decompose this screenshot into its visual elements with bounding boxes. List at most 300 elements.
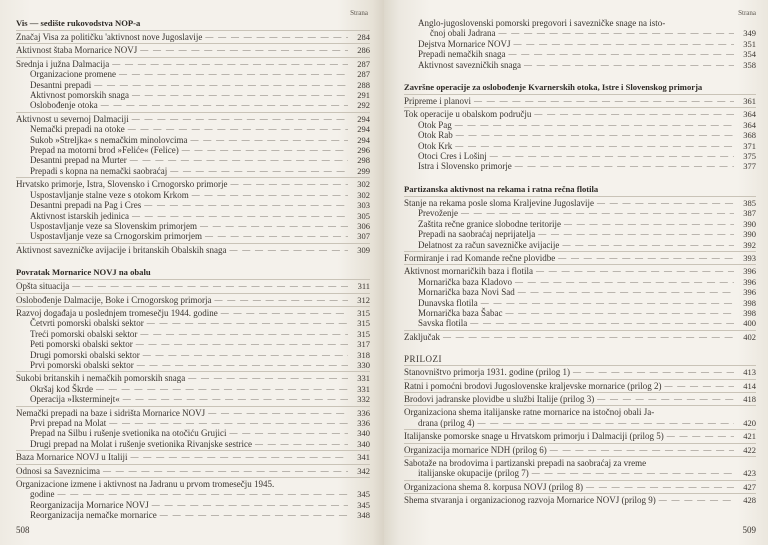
- entry-title: Sukobi britanskih i nemačkih pomorskih snaga: [16, 373, 186, 384]
- entry-title: Nemački prepadi na baze i sidrišta Mornarice NOVJ: [16, 407, 206, 418]
- dot-leader: [594, 198, 734, 208]
- divider-rule: [404, 251, 756, 252]
- toc-entry: [16, 179, 370, 189]
- entry-page-number: 341: [357, 452, 370, 463]
- toc-entry: [404, 287, 756, 297]
- entry-page-number: 294: [357, 134, 370, 145]
- dot-leader: [106, 418, 348, 428]
- dot-leader: [129, 114, 348, 124]
- entry-page-number: 390: [743, 218, 756, 229]
- dot-leader: [452, 141, 734, 151]
- toc-entry: [16, 281, 370, 291]
- entry-title-line2: italijanske okupacije (prilog 7): [418, 468, 529, 479]
- dot-leader: [452, 120, 734, 130]
- entry-title: Organizacione izmene i aktivnost na Jadranu u prvom tromesečju 1945.: [16, 479, 275, 490]
- toc-entry: [404, 39, 756, 49]
- entry-page-number: 315: [357, 318, 370, 329]
- entry-title: Prepad na motorni brod »Feliće« (Felice): [30, 145, 179, 156]
- dot-leader: [125, 124, 348, 134]
- entry-title-line2: čnoj obali Jadrana: [430, 28, 496, 39]
- entry-title: Aktivnost pomorskih snaga: [30, 90, 129, 101]
- entry-page-number: 284: [357, 32, 370, 42]
- entry-page-number: 377: [743, 161, 756, 172]
- toc-entry: [404, 445, 756, 455]
- dot-leader: [129, 211, 348, 221]
- dot-leader: [533, 266, 734, 276]
- toc-entry: [16, 466, 370, 476]
- entry-title: Istra i Slovensko primorje: [418, 161, 512, 172]
- dot-leader: [583, 482, 734, 492]
- dot-leader: [120, 394, 348, 404]
- toc-entry: [16, 360, 370, 370]
- dot-leader: [137, 45, 348, 55]
- entry-page-number: 340: [357, 438, 370, 449]
- toc-entry: [404, 208, 756, 218]
- entry-title: Reorganizacija Mornarice NOVJ: [30, 499, 149, 510]
- toc-entry: [16, 211, 370, 221]
- entry-page-number: 427: [743, 481, 756, 492]
- dot-leader: [656, 495, 734, 505]
- entry-page-number: 299: [357, 165, 370, 176]
- toc-entry: [404, 120, 756, 130]
- entry-title: Mornarička baza Šabac: [418, 307, 503, 318]
- entry-page-number: 358: [743, 59, 756, 70]
- toc-entry: [404, 161, 756, 171]
- toc-entry: [16, 439, 370, 449]
- divider-rule: [16, 279, 370, 280]
- entry-title: Tok operacije u obalskom području: [404, 109, 532, 120]
- entry-title: Mornarička baza Kladovo: [418, 276, 512, 287]
- toc-entry: [404, 18, 756, 39]
- entry-title: Reorganizacija nemačke mornarice: [30, 510, 157, 521]
- entry-page-number: 287: [357, 58, 370, 69]
- dot-leader: [134, 360, 348, 370]
- divider-rule: [404, 480, 756, 481]
- entry-page-number: 312: [357, 294, 370, 305]
- entry-page-number: 420: [743, 417, 756, 428]
- toc-entry: [16, 190, 370, 200]
- entry-title: Stanje na rekama posle sloma Kraljevine Jugoslavije: [404, 197, 594, 208]
- entry-title: Otoci Cres i Lošinj: [418, 151, 487, 162]
- toc-entry: [404, 381, 756, 391]
- dot-leader: [69, 281, 348, 291]
- toc-entry: [16, 245, 370, 255]
- toc-entry: [16, 166, 370, 176]
- entry-page-number: 400: [743, 318, 756, 329]
- toc-entry: [404, 60, 756, 70]
- entry-page-number: 287: [357, 69, 370, 80]
- column-header-strana: Strana: [350, 9, 368, 17]
- entry-page-number: 396: [743, 266, 756, 277]
- dot-leader: [535, 229, 734, 239]
- entry-title: Otok Pag: [418, 119, 452, 130]
- entry-title: Oslobođenje otoka: [30, 100, 98, 111]
- divider-rule: [404, 196, 756, 197]
- toc-entry: [16, 318, 370, 328]
- entry-page-number: 375: [743, 151, 756, 162]
- entry-title: Sukob »Streljka« s nemačkim minolovcima: [30, 134, 188, 145]
- dot-leader: [440, 332, 734, 342]
- entry-page-number: 340: [357, 428, 370, 439]
- section-spacer: [404, 172, 756, 184]
- toc-entry: [16, 59, 370, 69]
- entry-page-number: 332: [357, 394, 370, 405]
- divider-rule: [16, 293, 370, 294]
- toc-entry: [16, 428, 370, 438]
- toc-entry: [404, 219, 756, 229]
- entry-title: Dejstva Mornarice NOVJ: [418, 38, 511, 49]
- entry-title: Aktivnost u severnoj Dalmaciji: [16, 113, 129, 124]
- divider-rule: [16, 306, 370, 307]
- toc-entry: [16, 45, 370, 55]
- entry-title: Prvi pomorski obalski sektor: [30, 359, 134, 370]
- divider-rule: [16, 112, 370, 113]
- divider-rule: [404, 443, 756, 444]
- entry-title: Baza Mornarice NOVJ u Italiji: [16, 452, 128, 463]
- dot-leader: [502, 308, 734, 318]
- entry-title: Srednja i južna Dalmacija: [16, 58, 110, 69]
- toc-entry: [404, 151, 756, 161]
- dot-leader: [93, 384, 348, 394]
- toc-entry: [16, 418, 370, 428]
- toc-entry: [404, 495, 756, 505]
- entry-title: Ratni i pomoćni brodovi Jugoslovenske kraljevske mornarice (prilog 2): [404, 380, 662, 391]
- entry-title: Opšta situacija: [16, 281, 70, 292]
- divider-rule: [16, 371, 370, 372]
- entry-page-number: 331: [357, 383, 370, 394]
- dot-leader: [512, 161, 734, 171]
- toc-entry: [16, 350, 370, 360]
- dot-leader: [559, 240, 734, 250]
- entry-title: Stanovništvo primorja 1931. godine (prilog 1): [404, 367, 570, 378]
- section-spacer: [404, 342, 756, 354]
- toc-entry: [404, 198, 756, 208]
- entry-title: Otok Krk: [418, 140, 453, 151]
- entry-page-number: 398: [743, 307, 756, 318]
- dot-leader: [197, 221, 348, 231]
- entry-title: Aktivnost štaba Mornarice NOVJ: [16, 45, 138, 56]
- entry-page-number: 393: [743, 252, 756, 263]
- entry-title: Drugi prepad na Molat i rušenje svetionika Rivanjske sestrice: [30, 438, 252, 449]
- dot-leader: [510, 39, 734, 49]
- toc-entry: [16, 90, 370, 100]
- dot-leader: [487, 151, 734, 161]
- entry-title: Zaključak: [404, 331, 440, 342]
- toc-entry: [404, 96, 756, 106]
- entry-page-number: 309: [357, 244, 370, 255]
- entry-page-number: 422: [743, 444, 756, 455]
- section-heading: Završne operacije za oslobođenje Kvarnerskih otoka, Istre i Slovenskog primorja: [404, 82, 703, 93]
- toc-entry: [16, 479, 370, 500]
- dot-leader: [98, 100, 348, 110]
- divider-rule: [404, 493, 756, 494]
- entry-title: Treći pomorski obalski sektor: [30, 328, 138, 339]
- entry-title: Operacija »Iksterminejt«: [30, 394, 120, 405]
- entry-page-number: 371: [743, 140, 756, 151]
- column-header-strana: Strana: [738, 9, 756, 17]
- divider-rule: [404, 405, 756, 406]
- toc-entry: [404, 130, 756, 140]
- entry-title: Brodovi jadranske plovidbe u službi Italije (prilog 3): [404, 393, 595, 404]
- toc-entry: [404, 253, 756, 263]
- toc-entry: [16, 373, 370, 383]
- entry-title: Četvrti pomorski obalski sektor: [30, 318, 144, 329]
- toc-entry: [16, 295, 370, 305]
- entry-page-number: 361: [743, 96, 756, 107]
- divider-rule: [404, 379, 756, 380]
- entry-title: Razvoj događaja u poslednjem tromesečju 1944. godine: [16, 307, 218, 318]
- entry-page-number: 331: [357, 373, 370, 384]
- dot-leader: [141, 200, 348, 210]
- dot-leader: [226, 245, 348, 255]
- entry-title: Italijanske pomorske snage u Hrvatskom primorju i Dalmaciji (prilog 5): [404, 431, 664, 442]
- dot-leader: [453, 130, 734, 140]
- dot-leader: [458, 208, 734, 218]
- toc-entry: [404, 229, 756, 239]
- toc-entry: [16, 510, 370, 520]
- entry-page-number: 428: [743, 495, 756, 506]
- toc-entry: [16, 200, 370, 210]
- toc-entry: [404, 277, 756, 287]
- divider-rule: [404, 264, 756, 265]
- dot-leader: [167, 166, 348, 176]
- toc-entry: [16, 124, 370, 134]
- entry-page-number: 306: [357, 220, 370, 231]
- entry-title: Desantni prepadi na Pag i Cres: [30, 200, 142, 211]
- section-heading: Povratak Mornarice NOVJ na obalu: [16, 267, 151, 278]
- toc-entry: [16, 231, 370, 241]
- entry-page-number: 315: [357, 307, 370, 318]
- dot-leader: [252, 439, 348, 449]
- toc-entry: [16, 80, 370, 90]
- entry-title: Prepadi na saobraćaj neprijatelja: [418, 229, 536, 240]
- dot-leader: [189, 190, 348, 200]
- entry-title: Uspostavljanje veze sa Slovenskim primorjem: [30, 220, 197, 231]
- divider-rule: [404, 392, 756, 393]
- entry-title: Značaj Visa za političku 'aktivnost nove Jugoslavije: [16, 32, 203, 42]
- dot-leader: [144, 318, 348, 328]
- dot-leader: [515, 287, 734, 297]
- dot-leader: [211, 295, 348, 305]
- entry-title: Peti pomorski obalski sektor: [30, 339, 133, 350]
- toc-entry: [16, 329, 370, 339]
- toc-entry: [404, 458, 756, 479]
- entry-title: Desantni prepad na Murter: [30, 155, 127, 166]
- dot-leader: [467, 318, 734, 328]
- entry-title: Zaštita rečne granice slobodne teritorije: [418, 218, 561, 229]
- divider-rule: [16, 43, 370, 44]
- entry-page-number: 385: [743, 197, 756, 208]
- entry-title: Aktivnost istarskih jedinica: [30, 210, 129, 221]
- entry-title-continued: [418, 28, 756, 38]
- entry-title: Odnosi sa Saveznicima: [16, 465, 100, 476]
- dot-leader: [109, 59, 348, 69]
- toc-entry: [16, 145, 370, 155]
- entry-title: Sabotaže na brodovima i partizanski prepadi na saobraćaj za vreme: [404, 458, 647, 468]
- dot-leader: [205, 408, 348, 418]
- toc-entry: [404, 141, 756, 151]
- entry-page-number: 311: [357, 281, 370, 292]
- entry-page-number: 423: [743, 468, 756, 479]
- dot-leader: [478, 298, 734, 308]
- dot-leader: [202, 231, 348, 241]
- toc-entry: [404, 367, 756, 377]
- entry-page-number: 294: [357, 113, 370, 124]
- dot-leader: [127, 452, 348, 462]
- entry-page-number: 305: [357, 210, 370, 221]
- entry-page-number: 315: [357, 328, 370, 339]
- dot-leader: [129, 90, 348, 100]
- toc-entry: [404, 482, 756, 492]
- entry-page-number: 390: [743, 229, 756, 240]
- section-spacer: [404, 70, 756, 82]
- divider-rule: [16, 464, 370, 465]
- dot-leader: [227, 179, 348, 189]
- toc-entry: [404, 308, 756, 318]
- toc-entry: [16, 114, 370, 124]
- entry-page-number: 291: [357, 90, 370, 101]
- entry-title: Desantni prepadi: [30, 79, 92, 90]
- toc-entry: [16, 394, 370, 404]
- divider-rule: [16, 30, 370, 31]
- dot-leader: [555, 253, 734, 263]
- divider-rule: [16, 57, 370, 58]
- entry-page-number: 364: [743, 119, 756, 130]
- entry-title-line2: godine: [30, 489, 55, 500]
- entry-title: Mornarička baza Novi Sad: [418, 287, 515, 298]
- page-number: 508: [16, 525, 30, 535]
- entry-title: Delatnost za račun savezničke avijacije: [418, 239, 560, 250]
- dot-leader: [137, 329, 348, 339]
- entry-page-number: 294: [357, 124, 370, 135]
- entry-title: Shema stvaranja i organizacionog razvoja Mornarice NOVJ (prilog 9): [404, 495, 656, 506]
- entry-title-continued: [404, 468, 756, 478]
- toc-entry: [404, 109, 756, 119]
- divider-rule: [16, 477, 370, 478]
- entry-page-number: 292: [357, 100, 370, 111]
- entry-page-number: 351: [743, 38, 756, 49]
- entry-page-number: 302: [357, 189, 370, 200]
- entry-title: Otok Rab: [418, 130, 453, 141]
- divider-rule: [16, 406, 370, 407]
- toc-entry: [404, 332, 756, 342]
- toc-entry: [16, 384, 370, 394]
- section-spacer: [16, 255, 370, 267]
- entry-title: Aktivnost mornaričkih baza i flotila: [404, 266, 533, 277]
- entry-title: Dunavska flotila: [418, 297, 478, 308]
- toc-entry: [16, 408, 370, 418]
- entry-title: Organizaciona shema 8. korpusa NOVJ (prilog 8): [404, 481, 584, 492]
- dot-leader: [116, 69, 348, 79]
- entry-page-number: 418: [743, 393, 756, 404]
- entry-title: Aktivnost savezničke avijacije i britanskih Obalskih snaga: [16, 244, 227, 255]
- entry-page-number: 364: [743, 109, 756, 120]
- entry-page-number: 414: [743, 380, 756, 391]
- dot-leader: [529, 468, 734, 478]
- entry-page-number: 330: [357, 359, 370, 370]
- entry-title: Prepad na Silbu i rušenje svetionika na otočiću Grujici: [30, 428, 227, 439]
- page-number: 509: [742, 525, 756, 535]
- entry-page-number: 396: [743, 287, 756, 298]
- entry-title: Uspostavljanje stalne veze s otokom Krkom: [30, 189, 189, 200]
- entry-page-number: 396: [743, 276, 756, 287]
- toc-entry: [16, 32, 370, 42]
- entry-page-number: 303: [357, 200, 370, 211]
- entry-page-number: 421: [743, 431, 756, 442]
- toc-entry: [16, 452, 370, 462]
- divider-rule: [404, 456, 756, 457]
- dot-leader: [127, 155, 348, 165]
- entry-page-number: 413: [743, 367, 756, 378]
- dot-leader: [218, 308, 348, 318]
- toc-entry: [404, 266, 756, 276]
- entry-page-number: 345: [357, 499, 370, 510]
- dot-leader: [474, 418, 734, 428]
- entry-title-continued: [16, 489, 370, 499]
- entry-page-number: 387: [743, 208, 756, 219]
- entry-title: Pripreme i planovi: [404, 96, 471, 107]
- dot-leader: [570, 367, 734, 377]
- dot-leader: [91, 80, 348, 90]
- entry-title: Anglo-jugoslovenski pomorski pregovori i savezničke snage na isto-: [418, 18, 666, 28]
- appendix-heading: PRILOZI: [404, 354, 442, 365]
- entry-page-number: 345: [357, 489, 370, 500]
- dot-leader: [140, 350, 348, 360]
- dot-leader: [202, 32, 348, 42]
- entry-page-number: 392: [743, 239, 756, 250]
- divider-rule: [404, 330, 756, 331]
- toc-entry: [404, 394, 756, 404]
- divider-rule: [404, 429, 756, 430]
- entry-title: Organizacija mornarice NDH (prilog 6): [404, 444, 547, 455]
- entry-title: Okršaj kod Škrde: [30, 383, 93, 394]
- entry-title: Hrvatsko primorje, Istra, Slovensko i Crnogorsko primorje: [16, 179, 228, 190]
- toc-entry: [16, 500, 370, 510]
- dot-leader: [187, 135, 348, 145]
- entry-title: Organizacione promene: [30, 69, 117, 80]
- divider-rule: [16, 450, 370, 451]
- dot-leader: [55, 489, 349, 499]
- entry-page-number: 317: [357, 339, 370, 350]
- toc-entry: [404, 318, 756, 328]
- entry-page-number: 348: [357, 510, 370, 521]
- entry-page-number: 288: [357, 79, 370, 90]
- toc-entry: [16, 155, 370, 165]
- toc-entry: [16, 69, 370, 79]
- dot-leader: [179, 145, 348, 155]
- dot-leader: [100, 466, 348, 476]
- toc-entry: [404, 407, 756, 428]
- dot-leader: [547, 445, 734, 455]
- entry-page-number: 349: [743, 28, 756, 39]
- toc-entry: [16, 135, 370, 145]
- entry-page-number: 354: [743, 49, 756, 60]
- right-page: [384, 0, 768, 545]
- entry-title-line2: drana (prilog 4): [418, 417, 475, 428]
- toc-entry: [16, 221, 370, 231]
- right-toc: [404, 18, 756, 506]
- entry-page-number: 302: [357, 179, 370, 190]
- entry-page-number: 342: [357, 465, 370, 476]
- dot-leader: [133, 339, 348, 349]
- entry-page-number: 307: [357, 231, 370, 242]
- entry-page-number: 336: [357, 418, 370, 428]
- dot-leader: [157, 510, 348, 520]
- entry-title: Drugi pomorski obalski sektor: [30, 349, 140, 360]
- dot-leader: [521, 60, 734, 70]
- toc-entry: [404, 298, 756, 308]
- entry-page-number: 296: [357, 145, 370, 156]
